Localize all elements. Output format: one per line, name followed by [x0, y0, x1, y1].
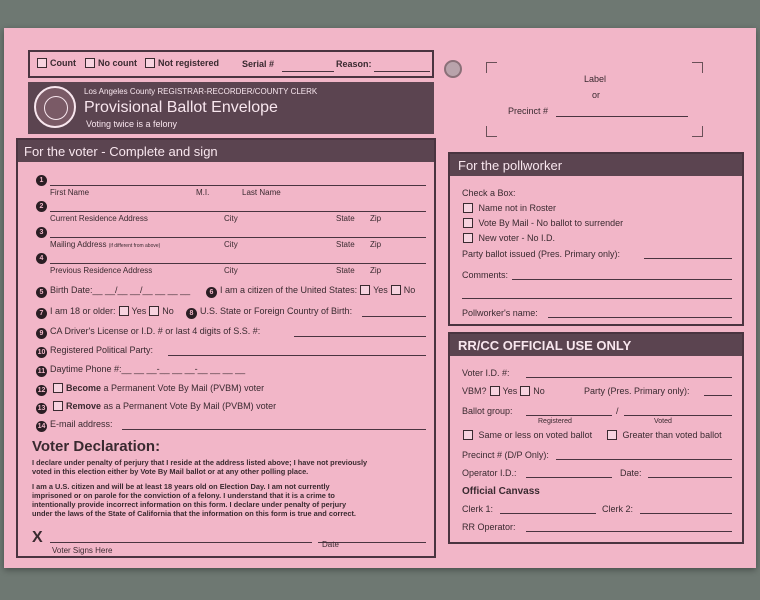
- operator-id-field[interactable]: [526, 477, 612, 478]
- age-yes-label: Yes: [131, 306, 147, 316]
- vbm-yes-label: Yes: [502, 386, 518, 396]
- serial-field[interactable]: [282, 71, 334, 72]
- age-label: I am 18 or older:: [50, 306, 116, 316]
- pollworker-name-label: Pollworker's name:: [462, 308, 538, 318]
- mailing-address-label: Mailing Address: [50, 240, 107, 249]
- precinct-label: Precinct #: [508, 106, 549, 116]
- precinct-field[interactable]: [556, 116, 688, 117]
- state-label-1: State: [336, 214, 355, 223]
- previous-address-field[interactable]: [50, 263, 426, 264]
- birth-place-field[interactable]: [362, 316, 426, 317]
- last-name-label: Last Name: [242, 188, 281, 197]
- pollworker-section: [448, 152, 744, 326]
- citizen-yes-label: Yes: [373, 285, 388, 295]
- zip-label-2: Zip: [370, 240, 382, 249]
- comments-field-2[interactable]: [462, 298, 732, 299]
- city-label-3: City: [224, 266, 238, 275]
- clerk1-label: Clerk 1:: [462, 504, 494, 514]
- mailing-note: (if different from above): [108, 243, 161, 249]
- header-banner: [28, 82, 434, 134]
- city-label-1: City: [224, 214, 238, 223]
- license-field[interactable]: [294, 336, 426, 337]
- current-address-field[interactable]: [50, 211, 426, 212]
- party-ballot-label: Party ballot issued (Pres. Primary only):: [462, 249, 621, 259]
- previous-address-label: Previous Residence Address: [50, 266, 153, 275]
- envelope-title: Provisional Ballot Envelope: [84, 99, 278, 116]
- envelope-hole: [444, 60, 462, 78]
- pollworker-title: For the pollworker: [458, 158, 563, 173]
- declaration-title: Voter Declaration:: [32, 438, 161, 455]
- comments-label: Comments:: [462, 270, 509, 280]
- email-label: E-mail address:: [50, 419, 113, 429]
- voter-section-header: [18, 140, 434, 162]
- label-corner-bl: [486, 126, 497, 137]
- label-or: or: [592, 90, 601, 100]
- ballot-group-registered-field[interactable]: [526, 415, 612, 416]
- not-registered-label: Not registered: [158, 58, 220, 68]
- remove-label: Remove: [66, 401, 102, 411]
- number-7: 7: [36, 308, 47, 319]
- clerk1-field[interactable]: [500, 513, 596, 514]
- official-precinct-field[interactable]: [556, 459, 732, 460]
- age-yes-checkbox[interactable]: [119, 306, 129, 316]
- mailing-address-field[interactable]: [50, 237, 426, 238]
- number-3: 3: [36, 227, 47, 238]
- become-label: Become: [66, 383, 102, 393]
- number-12: 12: [37, 387, 46, 394]
- mi-label: M.I.: [196, 188, 210, 197]
- signature-line[interactable]: [50, 542, 312, 543]
- greater-than-label: Greater than voted ballot: [622, 430, 722, 440]
- greater-than-checkbox[interactable]: [607, 430, 617, 440]
- new-voter-label: New voter - No I.D.: [478, 233, 556, 243]
- number-9: 9: [36, 328, 47, 339]
- official-date-field[interactable]: [648, 477, 732, 478]
- ballot-group-slash: /: [616, 406, 619, 416]
- city-label-2: City: [224, 240, 238, 249]
- vbm-no-label: No: [533, 386, 545, 396]
- voter-section-title: For the voter - Complete and sign: [24, 144, 218, 159]
- reason-field[interactable]: [374, 71, 430, 72]
- clerk2-label: Clerk 2:: [602, 504, 634, 514]
- declaration-p2-line4: under the laws of the State of California that the information on this form is true and correct.: [32, 509, 356, 518]
- official-use-section: [448, 332, 744, 544]
- same-or-less-checkbox[interactable]: [463, 430, 473, 440]
- vbm-yes-checkbox[interactable]: [490, 386, 500, 396]
- party-field[interactable]: [168, 355, 426, 356]
- current-address-label: Current Residence Address: [50, 214, 148, 223]
- number-10: 10: [37, 349, 46, 356]
- state-label-3: State: [336, 266, 355, 275]
- voter-section: [16, 138, 436, 558]
- become-pvbm-checkbox[interactable]: [53, 383, 63, 393]
- citizen-label: I am a citizen of the United States:: [220, 285, 358, 295]
- reason-label: Reason:: [336, 59, 372, 69]
- ballot-group-voted-field[interactable]: [624, 415, 732, 416]
- pollworker-name-field[interactable]: [548, 317, 732, 318]
- number-1: 1: [36, 175, 47, 186]
- declaration-p1-line1: I declare under penalty of perjury that I reside at the address listed above; I have not previously: [32, 458, 368, 467]
- comments-field-1[interactable]: [512, 279, 732, 280]
- clerk2-field[interactable]: [640, 513, 732, 514]
- license-label: CA Driver's License or I.D. # or last 4 digits of S.S. #:: [50, 326, 261, 336]
- number-5: 5: [36, 287, 47, 298]
- official-date-label: Date:: [620, 468, 642, 478]
- label-text: Label: [584, 74, 607, 84]
- voted-label: Voted: [654, 418, 672, 425]
- vbm-label: VBM?: [462, 386, 487, 396]
- pollworker-header: [450, 154, 742, 176]
- vbm-no-checkbox[interactable]: [520, 386, 530, 396]
- phone-label: Daytime Phone #:__ __ __-__ __ __-__ __ __ __: [50, 364, 246, 374]
- citizen-no-checkbox[interactable]: [391, 285, 401, 295]
- number-2: 2: [36, 201, 47, 212]
- declaration-p1-line2: voted in this election either by Vote By Mail ballot or at any other polling place.: [32, 467, 309, 476]
- count-checkbox[interactable]: [37, 58, 47, 68]
- label-corner-tr: [692, 62, 703, 73]
- voter-signs-label: Voter Signs Here: [52, 546, 113, 555]
- ballot-group-label: Ballot group:: [462, 406, 513, 416]
- signature-date-label: Date: [322, 540, 339, 549]
- first-name-label: First Name: [50, 188, 90, 197]
- county-name: Los Angeles County REGISTRAR-RECORDER/COUNTY CLERK: [84, 87, 318, 96]
- official-precinct-label: Precinct # (D/P Only):: [462, 450, 549, 460]
- not-in-roster-label: Name not in Roster: [478, 203, 557, 213]
- zip-label-1: Zip: [370, 214, 382, 223]
- label-corner-tl: [486, 62, 497, 73]
- signature-x: X: [32, 529, 43, 546]
- email-field[interactable]: [122, 429, 426, 430]
- vbm-no-ballot-label: Vote By Mail - No ballot to surrender: [478, 218, 624, 228]
- serial-label: Serial #: [242, 59, 275, 69]
- declaration-p2-line3: intentionally provide incorrect information on this form. I declare under penalty of perjury: [32, 500, 347, 509]
- not-registered-checkbox[interactable]: [145, 58, 155, 68]
- operator-id-label: Operator I.D.:: [462, 468, 517, 478]
- number-14: 14: [37, 423, 46, 430]
- voter-id-label: Voter I.D. #:: [462, 368, 510, 378]
- state-label-2: State: [336, 240, 355, 249]
- birth-date-label: Birth Date:__ __/__ __/__ __ __ __: [50, 285, 191, 295]
- age-no-checkbox[interactable]: [149, 306, 159, 316]
- remove-pvbm-checkbox[interactable]: [53, 401, 63, 411]
- number-6: 6: [206, 287, 217, 298]
- number-13: 13: [37, 405, 46, 412]
- no-count-label: No count: [98, 58, 137, 68]
- birth-place-label: U.S. State or Foreign Country of Birth:: [200, 306, 353, 316]
- rr-operator-label: RR Operator:: [462, 522, 516, 532]
- official-party-field[interactable]: [704, 395, 732, 396]
- party-label: Registered Political Party:: [50, 345, 154, 355]
- official-party-label: Party (Pres. Primary only):: [584, 386, 690, 396]
- count-bar: [28, 50, 434, 78]
- official-canvass-label: Official Canvass: [462, 486, 540, 497]
- not-in-roster-checkbox[interactable]: [463, 203, 473, 213]
- official-use-title: RR/CC OFFICIAL USE ONLY: [458, 338, 632, 353]
- name-field[interactable]: [50, 185, 426, 186]
- zip-label-3: Zip: [370, 266, 382, 275]
- number-4: 4: [36, 253, 47, 264]
- provisional-ballot-envelope: [4, 28, 756, 568]
- county-seal: [34, 86, 76, 128]
- citizen-yes-checkbox[interactable]: [360, 285, 370, 295]
- citizen-no-label: No: [403, 285, 416, 295]
- declaration-p2-line1: I am a U.S. citizen and will be at least 18 years old on Election Day. I am not currently: [32, 482, 330, 491]
- same-or-less-label: Same or less on voted ballot: [478, 430, 593, 440]
- registered-label: Registered: [538, 418, 572, 425]
- voter-id-field[interactable]: [526, 377, 732, 378]
- official-use-header: [450, 334, 742, 356]
- count-label: Count: [50, 58, 76, 68]
- number-11: 11: [37, 368, 46, 375]
- vbm-no-ballot-checkbox[interactable]: [463, 218, 473, 228]
- new-voter-checkbox[interactable]: [463, 233, 473, 243]
- label-corner-br: [692, 126, 703, 137]
- felony-warning: Voting twice is a felony: [86, 119, 178, 129]
- rr-operator-field[interactable]: [526, 531, 732, 532]
- check-a-box-label: Check a Box:: [462, 188, 516, 198]
- age-no-label: No: [162, 306, 174, 316]
- party-ballot-field[interactable]: [644, 258, 732, 259]
- number-8: 8: [186, 308, 197, 319]
- remove-rest: as a Permanent Vote By Mail (PVBM) voter: [103, 401, 277, 411]
- no-count-checkbox[interactable]: [85, 58, 95, 68]
- declaration-p2-line2: imprisoned or on parole for the conviction of a felony. I understand that it is a crime to: [32, 491, 335, 500]
- become-rest: a Permanent Vote By Mail (PVBM) voter: [103, 383, 265, 393]
